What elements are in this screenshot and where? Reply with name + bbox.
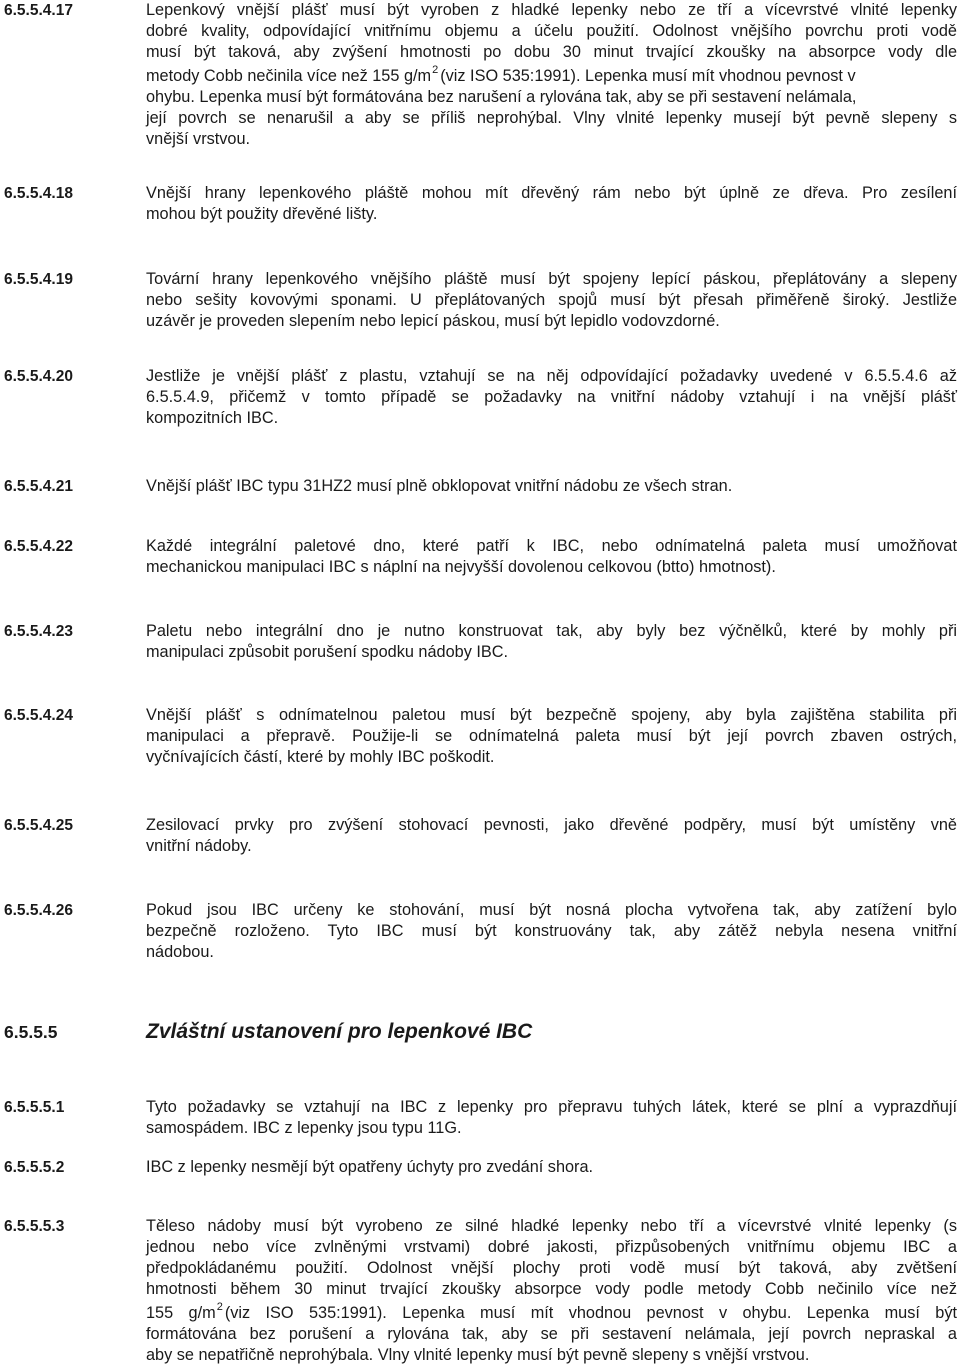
text-fragment: 155 g/m — [146, 1304, 216, 1322]
text-line: kompozitních IBC. — [146, 409, 279, 427]
text-line: Tovární hrany lepenkového vnějšího pláště musí být spojeny lepící páskou, přeplátovány a slepeny — [146, 270, 957, 288]
superscript: 2 — [432, 64, 439, 76]
paragraph-number: 6.5.5.5.1 — [4, 1099, 65, 1116]
paragraph-number: 6.5.5.4.22 — [4, 538, 73, 555]
text-line: bezpečně rozloženo. Tyto IBC musí být konstruovány tak, aby zátěž nebyla nesena vnitřní — [146, 922, 957, 940]
text-line: Paletu nebo integrální dno je nutno konstruovat tak, aby byly bez výčnělků, které by mohly při — [146, 622, 957, 640]
text-line: Tyto požadavky se vztahují na IBC z lepenky pro přepravu tuhých látek, které se plní a vyprazdňují — [146, 1098, 957, 1116]
paragraph-number: 6.5.5.5.3 — [4, 1218, 65, 1235]
paragraph-text — [146, 269, 957, 332]
text-line: manipulaci způsobit porušení spodku nádoby IBC. — [146, 643, 509, 661]
text-line: dobré kvality, odpovídající vnitřnímu objemu a účelu použití. Odolnost vnějšího povrchu proti vodě — [146, 22, 957, 40]
paragraph-number: 6.5.5.4.21 — [4, 478, 73, 495]
text-line: Zesilovací prvky pro zvýšení stohovací pevnosti, jako dřevěné podpěry, musí být umístěny vně — [146, 816, 957, 834]
paragraph-text — [146, 476, 957, 497]
paragraph-text — [146, 621, 957, 663]
text-line: ohybu. Lepenka musí být formátována bez narušení a rylována tak, aby se při sestavení nelámala, — [146, 88, 857, 106]
paragraph-number: 6.5.5.4.23 — [4, 623, 73, 640]
paragraph-number: 6.5.5.4.24 — [4, 707, 73, 724]
paragraph-text — [146, 900, 957, 963]
text-line — [146, 1300, 957, 1324]
text-line: nádobou. — [146, 943, 214, 961]
paragraph-text — [146, 536, 957, 578]
text-line: Vnější plášť IBC typu 31HZ2 musí plně obklopovat vnitřní nádobu ze všech stran. — [146, 477, 733, 495]
paragraph-number: 6.5.5.4.20 — [4, 368, 73, 385]
text-fragment: metody Cobb nečinila více než 155 g/m — [146, 67, 432, 85]
paragraph-number: 6.5.5.4.25 — [4, 817, 73, 834]
section-title: Zvláštní ustanovení pro lepenkové IBC — [146, 1020, 533, 1043]
paragraph-text — [146, 705, 957, 768]
text-line: vnitřní nádoby. — [146, 837, 252, 855]
paragraph-text — [146, 366, 957, 429]
text-line: Jestliže je vnější plášť z plastu, vztahují se na něj odpovídající požadavky uvedené v 6.5.5.4.6 až — [146, 367, 957, 385]
text-line: předpokládanému použití. Odolnost vnější plochy proti vodě musí být taková, aby zvětšení — [146, 1259, 957, 1277]
text-line: Vnější plášť s odnímatelnou paletou musí být bezpečně spojeny, aby byla zajištěna stabilita při — [146, 706, 957, 724]
text-line: mohou být použity dřevěné lišty. — [146, 205, 378, 223]
paragraph-text — [146, 1216, 957, 1366]
superscript: 2 — [216, 1301, 223, 1313]
text-line: 6.5.5.4.9, přičemž v tomto případě se požadavky na vnitřní nádoby vztahují i na vnější plášť — [146, 388, 957, 406]
paragraph-number: 6.5.5.4.19 — [4, 271, 73, 288]
text-line — [146, 63, 957, 87]
text-line: manipulaci a přepravě. Použije-li se odnímatelná paleta musí být její povrch zbaven ostrých, — [146, 727, 957, 745]
paragraph-number: 6.5.5.4.26 — [4, 902, 73, 919]
text-line: samospádem. IBC z lepenky jsou typu 11G. — [146, 1119, 462, 1137]
text-fragment: (viz ISO 535:1991). Lepenka musí mít vhodnou pevnost v — [440, 67, 856, 85]
text-line: nebo sešity kovovými sponami. U přeplátovaných spojů musí být přesah přiměřeně široký. Jestliže — [146, 291, 957, 309]
text-line: mechanickou manipulaci IBC s náplní na nejvyšší dovolenou celkovou (btto) hmotnost). — [146, 558, 776, 576]
text-line: vyčnívajících částí, které by mohly IBC poškodit. — [146, 748, 495, 766]
paragraph-number: 6.5.5.4.17 — [4, 2, 73, 19]
text-line: hmotnosti během 30 minut trvající zkoušky absorpce vody podle metody Cobb nečinilo více než — [146, 1280, 957, 1298]
text-line: formátována bez porušení a rylována tak, aby se při sestavení nelámala, její povrch nepraskal a — [146, 1325, 957, 1343]
paragraph-number: 6.5.5.4.18 — [4, 185, 73, 202]
text-line: Lepenkový vnější plášť musí být vyroben z hladké lepenky nebo ze tří a vícevrstvé vlnité lepenky — [146, 1, 957, 19]
section-number: 6.5.5.5 — [4, 1022, 58, 1042]
paragraph-text — [146, 1097, 957, 1139]
text-line: Pokud jsou IBC určeny ke stohování, musí být nosná plocha vytvořena tak, aby zatížení bylo — [146, 901, 957, 919]
text-line: její povrch se nenarušil a aby se příliš neprohýbal. Vlny vlnité lepenky musejí být pevně slepeny s — [146, 109, 957, 127]
paragraph-text — [146, 0, 957, 150]
paragraph-number: 6.5.5.5.2 — [4, 1159, 65, 1176]
text-line: jednou nebo více zvlněnými vrstvami) dobré jakosti, přizpůsobených vnitřnímu objemu IBC a — [146, 1238, 957, 1256]
text-fragment: (viz ISO 535:1991). Lepenka musí mít vhodnou pevnost v ohybu. Lepenka musí být — [224, 1304, 957, 1322]
text-line: musí být taková, aby zvýšení hmotnosti po dobu 30 minut trvající zkoušky na absorpce vody dle — [146, 43, 957, 61]
text-line: Vnější hrany lepenkového pláště mohou mít dřevěný rám nebo být úplně ze dřeva. Pro zesílení — [146, 184, 957, 202]
paragraph-text — [146, 1157, 957, 1178]
paragraph-text — [146, 815, 957, 857]
paragraph-text — [146, 183, 957, 225]
text-line: IBC z lepenky nesmějí být opatřeny úchyty pro zvedání shora. — [146, 1158, 594, 1176]
text-line: vnější vrstvou. — [146, 130, 251, 148]
text-line: aby se nepatřičně neprohýbala. Vlny vlnité lepenky musí být pevně slepeny s vnější vrstvou. — [146, 1346, 810, 1364]
text-line: Každé integrální paletové dno, které patří k IBC, nebo odnímatelná paleta musí umožňovat — [146, 537, 957, 555]
text-line: uzávěr je proveden slepením nebo lepicí páskou, musí být lepidlo vodovzdorné. — [146, 312, 720, 330]
text-line: Těleso nádoby musí být vyrobeno ze silné hladké lepenky nebo tří a vícevrstvé vlnité lepenky (s — [146, 1217, 957, 1235]
